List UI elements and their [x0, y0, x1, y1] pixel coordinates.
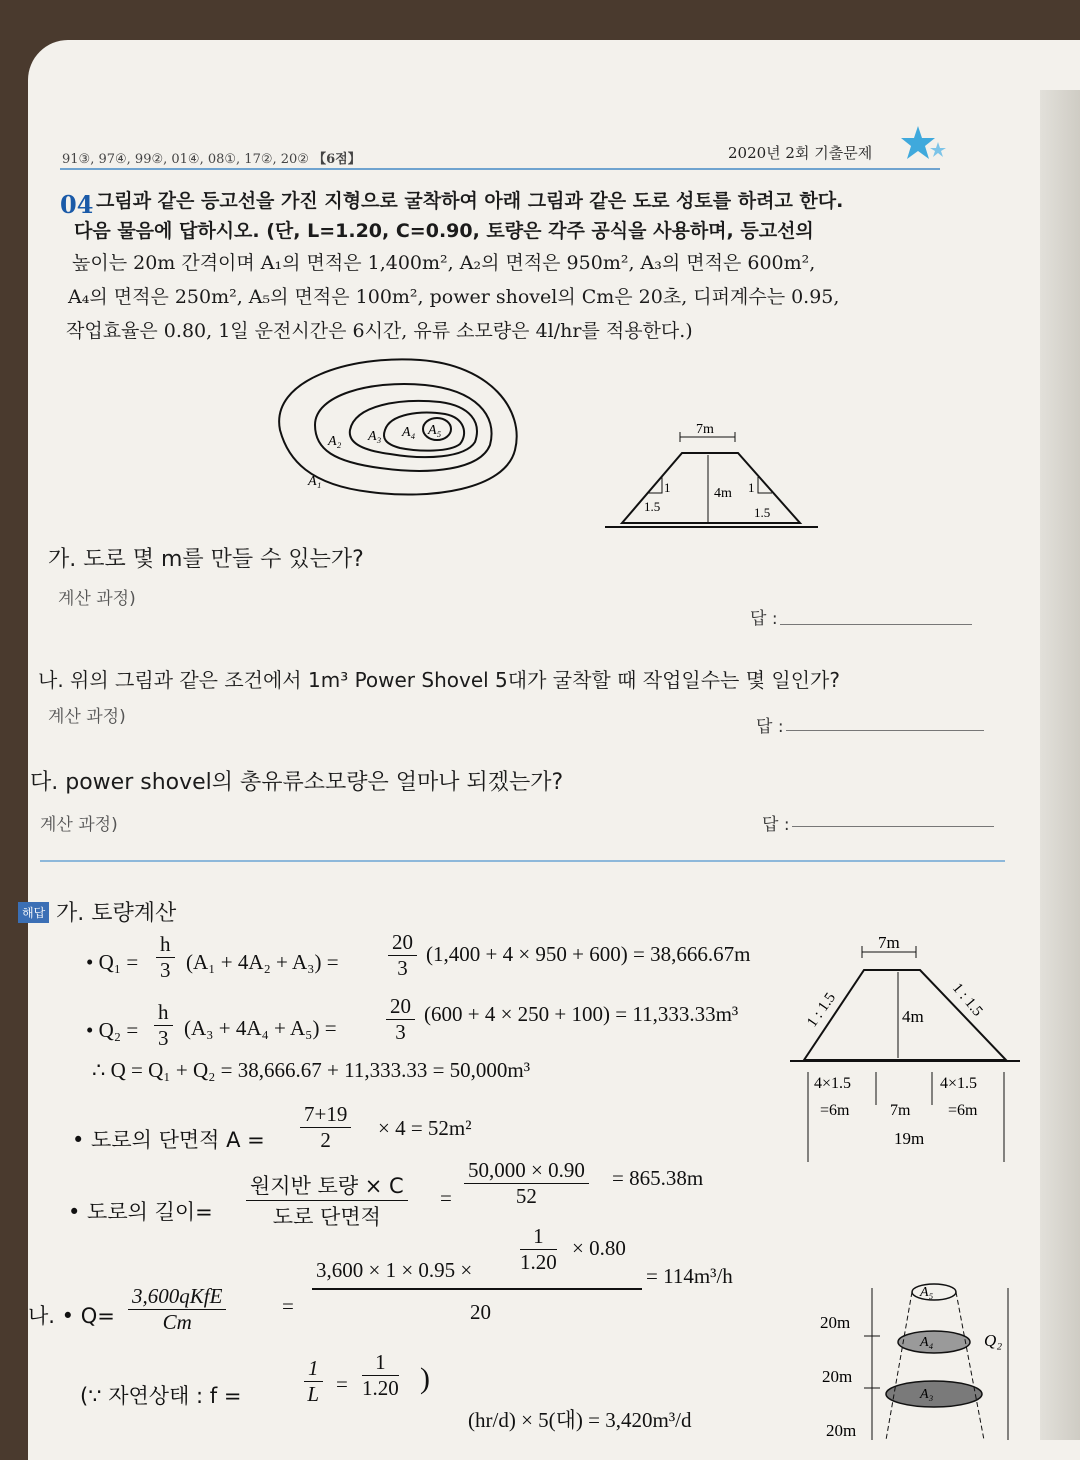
- contour-figure: [260, 350, 530, 510]
- road-dimension-figure: [790, 930, 1030, 1165]
- solution-tag: 해답: [18, 902, 49, 923]
- prismoid-a5: A₅: [920, 1285, 934, 1300]
- star-logo-icon: [890, 122, 950, 168]
- question-line-5: 작업효율은 0.80, 1일 운전시간은 6시간, 유류 소모량은 4l/hr를 적용한다.): [66, 320, 693, 342]
- na-lhs: 나. • Q=: [28, 1304, 115, 1328]
- q2-lhs: • Q₂ =: [86, 1018, 139, 1042]
- daily-output: (hr/d) × 5(대) = 3,420m³/d: [468, 1408, 692, 1432]
- q1-mid: (A₁ + 4A₂ + A₃) =: [186, 950, 339, 974]
- q1-lhs: • Q₁ =: [86, 950, 139, 974]
- height-label: 4m: [714, 486, 732, 501]
- subquestion-na: 나. 위의 그림과 같은 조건에서 1m³ Power Shovel 5대가 굴착할 때 작업일수는 몇 일인가?: [38, 668, 840, 692]
- question-line-1: 그림과 같은 등고선을 가진 지형으로 굴착하여 아래 그림과 같은 도로 성토를 하려고 한다.: [96, 190, 844, 212]
- na-numerator-tail: × 0.80: [572, 1236, 626, 1260]
- source-years: 91③, 97④, 99②, 01④, 08①, 17②, 20② 【6점】: [62, 152, 361, 167]
- road-cross-section-figure: [600, 415, 825, 535]
- q2-rhs: (600 + 4 × 250 + 100) = 11,333.33m³: [424, 1002, 739, 1026]
- right-slope-h: 1.5: [754, 505, 771, 520]
- right-slope-v: 1: [748, 480, 755, 495]
- prismoid-a3: A₃: [920, 1387, 934, 1402]
- contour-label-a5: A₅: [428, 423, 442, 438]
- subquestion-da: 다. power shovel의 총유류소모량은 얼마나 되겠는가?: [30, 770, 564, 795]
- q1-h-over-3: $\frac{h}{3}$: [156, 932, 175, 983]
- height-label-1: 20m: [820, 1313, 851, 1332]
- natural-frac-1-over-L: $\frac{1}{L}$: [304, 1356, 323, 1407]
- contour-label-a4: A₄: [402, 425, 416, 440]
- length-fraction-values: $\frac{50,000 \times 0.90}{52}$: [464, 1158, 589, 1209]
- left-segment-value: =6m: [820, 1102, 850, 1119]
- question-line-3: 높이는 20m 간격이며 A₁의 면적은 1,400m², A₂의 면적은 950m², A₃의 면적은 600m²,: [72, 252, 816, 274]
- na-fraction-formula: 3,600qKfE Cm: [128, 1284, 226, 1335]
- length-fraction-words: 원지반 토량 × C 도로 단면적: [246, 1170, 408, 1231]
- na-numerator: 3,600 × 1 × 0.95 ×: [316, 1258, 473, 1282]
- q2-20-over-3: $\frac{20}{3}$: [386, 994, 415, 1045]
- calc-label-da: 계산 과정): [40, 815, 118, 835]
- length-rhs: = 865.38m: [612, 1166, 704, 1190]
- q-total: ∴ Q = Q₁ + Q₂ = 38,666.67 + 11,333.33 = 50,000m³: [92, 1058, 531, 1082]
- calc-label-ga: 계산 과정): [58, 589, 136, 609]
- solution-title: 가. 토량계산: [56, 901, 177, 926]
- right-slope-ratio: 1 : 1.5: [948, 980, 986, 1020]
- contour-label-a2: A₂: [328, 434, 342, 449]
- answer-label-na: 답 :: [756, 717, 784, 737]
- answer-label-da: 답 :: [762, 815, 790, 835]
- prismoid-figure: [816, 1276, 1030, 1440]
- length-lhs: • 도로의 길이=: [68, 1200, 213, 1224]
- total-bottom-width: 19m: [894, 1129, 925, 1148]
- calc-label-na: 계산 과정): [48, 707, 126, 727]
- na-rhs: = 114m³/h: [646, 1264, 733, 1288]
- q2-volume-label: Q₂: [984, 1331, 1003, 1350]
- left-slope-h: 1.5: [644, 499, 661, 514]
- left-slope-ratio: 1 : 1.5: [804, 990, 840, 1031]
- q1-rhs: (1,400 + 4 × 950 + 600) = 38,666.67m: [426, 942, 751, 966]
- answer-blank-da[interactable]: [792, 826, 994, 827]
- area-fraction: $\frac{7+19}{2}$: [300, 1102, 351, 1153]
- natural-state-label: (∵ 자연상태 : f =: [80, 1384, 242, 1408]
- header-rule: [60, 168, 940, 170]
- right-segment-label: 4×1.5: [940, 1075, 978, 1092]
- contour-label-a1: A₁: [308, 474, 322, 489]
- natural-frac-1-over-1-20: $\frac{1}{1.20}$: [362, 1350, 399, 1400]
- page-edge: [1040, 90, 1080, 1440]
- top-width-label: 7m: [696, 422, 714, 437]
- area-rhs: × 4 = 52m²: [378, 1116, 472, 1140]
- bottom-height: 4m: [902, 1007, 924, 1026]
- length-eq: =: [440, 1186, 452, 1210]
- na-denominator: 20: [470, 1300, 491, 1324]
- natural-close-paren: ): [420, 1362, 430, 1395]
- question-number: 04: [60, 190, 94, 219]
- q2-mid: (A₃ + 4A₄ + A₅) =: [184, 1016, 337, 1040]
- area-lhs: • 도로의 단면적 A =: [72, 1128, 265, 1152]
- question-line-4: A₄의 면적은 250m², A₅의 면적은 100m², power shovel의 Cm은 20초, 디퍼계수는 0.95,: [68, 286, 840, 308]
- prismoid-a4: A₄: [920, 1335, 934, 1350]
- contour-label-a3: A₃: [368, 429, 382, 444]
- answer-blank-ga[interactable]: [780, 624, 972, 625]
- points-badge: 【6점】: [313, 152, 361, 167]
- right-segment-value: =6m: [948, 1102, 978, 1119]
- answer-label-ga: 답 :: [750, 609, 778, 629]
- left-segment-label: 4×1.5: [814, 1075, 852, 1092]
- subquestion-ga: 가. 도로 몇 m를 만들 수 있는가?: [48, 547, 364, 572]
- height-label-3: 20m: [826, 1421, 857, 1440]
- answer-blank-na[interactable]: [786, 730, 984, 731]
- na-fraction-bar: [312, 1288, 642, 1290]
- na-eq: =: [282, 1294, 294, 1318]
- question-line-2: 다음 물음에 답하시오. (단, L=1.20, C=0.90, 토량은 각주 공식을 사용하며, 등고선의: [74, 220, 814, 242]
- bottom-top-width: 7m: [878, 933, 900, 952]
- natural-eq: =: [336, 1372, 348, 1396]
- middle-segment: 7m: [890, 1102, 911, 1119]
- exam-title: 2020년 2회 기출문제: [728, 144, 873, 162]
- section-divider: [40, 860, 1005, 862]
- q1-20-over-3: $\frac{20}{3}$: [388, 930, 417, 981]
- q2-h-over-3: $\frac{h}{3}$: [154, 1000, 173, 1051]
- na-inner-fraction: $\frac{1}{1.20}$: [520, 1224, 557, 1274]
- height-label-2: 20m: [822, 1367, 853, 1386]
- left-slope-v: 1: [664, 480, 671, 495]
